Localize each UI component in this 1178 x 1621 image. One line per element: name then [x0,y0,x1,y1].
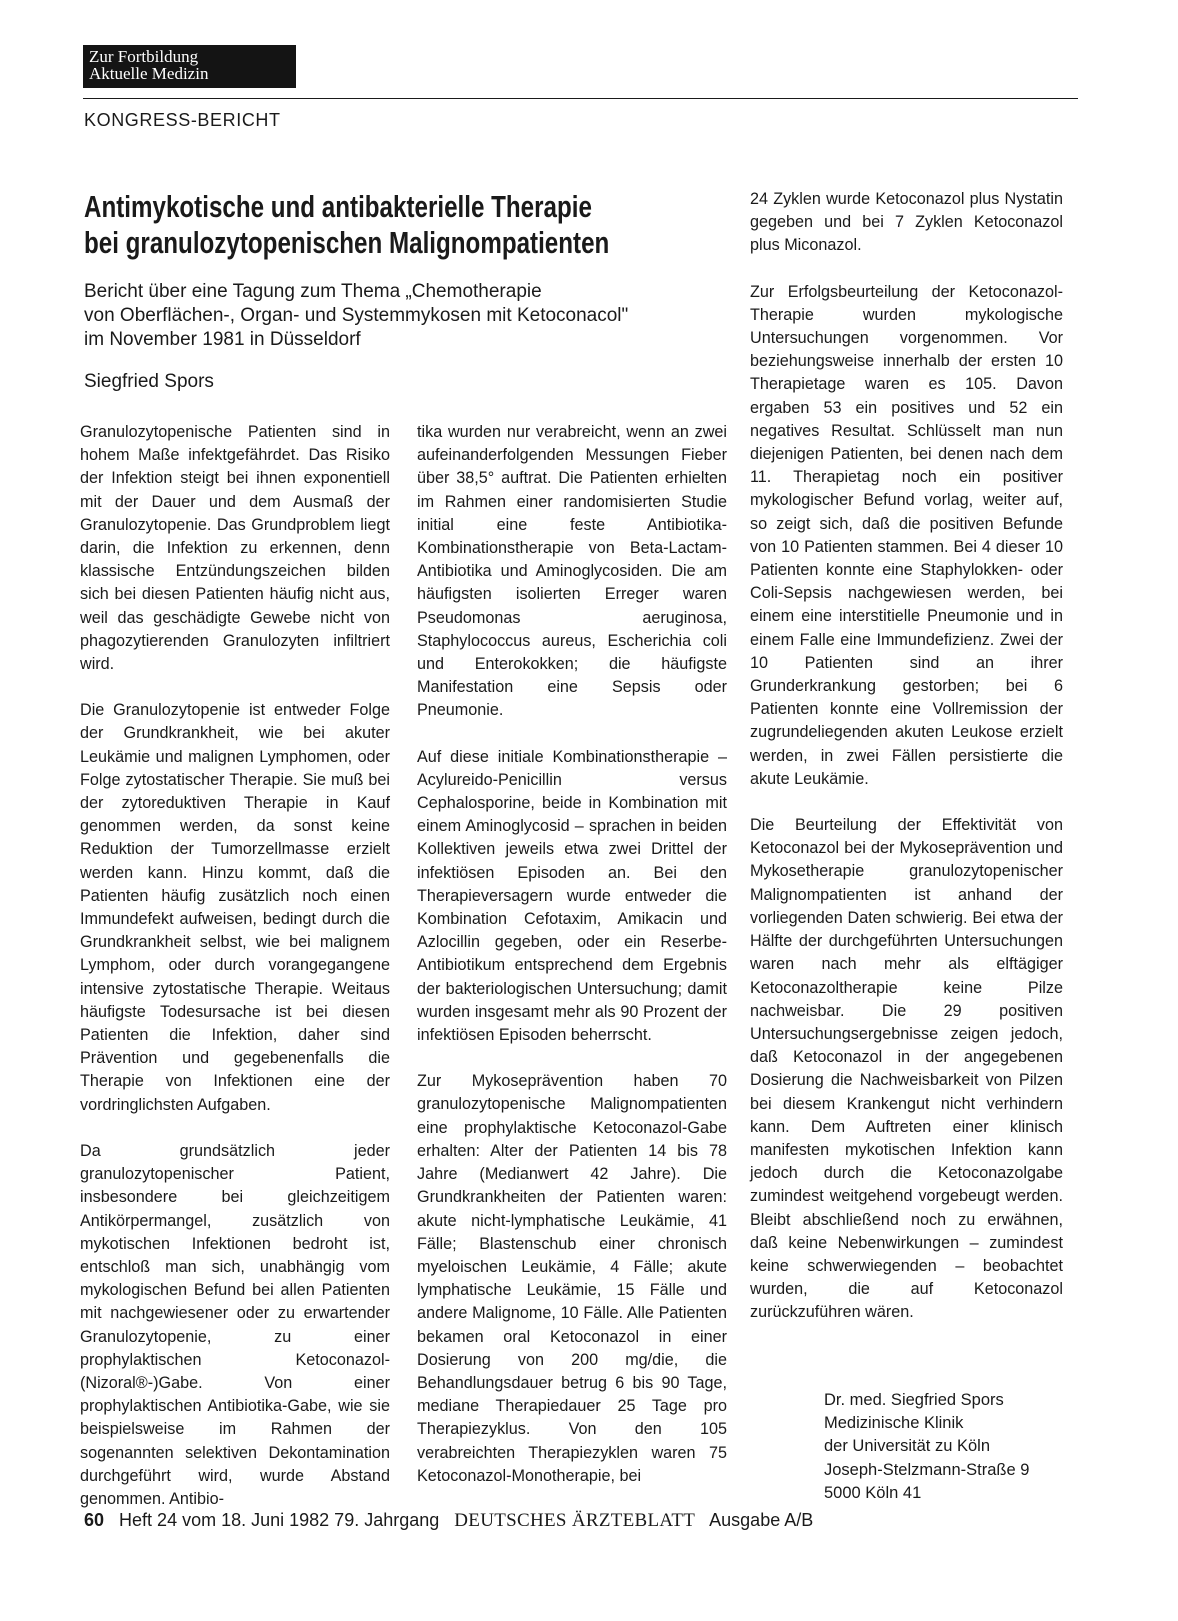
page-number: 60 [84,1510,105,1530]
title-line-1: Antimykotische und antibakterielle Therapie [84,189,592,224]
author-address [824,1389,1029,1505]
header-rule [83,98,1078,99]
text-column-3 [750,188,1063,1348]
edition: Ausgabe A/B [709,1510,814,1530]
paragraph: Da grundsätzlich jeder granulozytopenischer Patient, insbesondere bei gleichzeitigem Antikörpermangel, zusätzlich von mykotischen Infektionen bedroht ist, entschloß man sich, unabhängig vom mykologischen Befund bei allen Patienten mit nachgewiesener oder zu erwartender Granulozytopenie, zu einer prophylaktischen Ketoconazol-(Nizoral®-)Gabe. Von einer prophylaktischen Antibiotika-Gabe, wie sie beispielsweise im Rahmen der sogenannten selektiven Dekontamination durchgeführt wird, wurde Abstand genommen. Antibio- [80,1141,390,1508]
paragraph: Granulozytopenische Patienten sind in hohem Maße infektgefährdet. Das Risiko der Infektion steigt bei ihnen exponentiell mit der Dauer und dem Ausmaß der Granulozytopenie. Das Grundproblem liegt darin, die Infektion zu erkennen, denn klassische Entzündungszeichen bilden sich bei diesen Patienten häufig nicht aus, weil das geschädigte Gewebe nicht von phagozytierenden Granulozyten infiltriert wird. [80,423,390,674]
section-label-box [83,45,296,88]
author-name: Siegfried Spors [84,371,214,392]
address-line: 5000 Köln 41 [824,1483,922,1502]
article-subtitle [84,280,734,352]
publication-name: DEUTSCHES ÄRZTEBLATT [454,1510,696,1531]
paragraph: 24 Zyklen wurde Ketoconazol plus Nystatin gegeben und bei 7 Zyklen Ketoconazol plus Miconazol. [750,190,1063,255]
paragraph: tika wurden nur verabreicht, wenn an zwei aufeinanderfolgenden Messungen Fieber über 38,5° auftrat. Die Patienten erhielten im Rahmen einer randomisierten Studie initial eine feste Antibiotika-Kombinationstherapie von Beta-Lactam-Antibiotika und Aminoglycosiden. Die am häufigsten isolierten Erreger waren Pseudomonas aeruginosa, Staphylococcus aureus, Escherichia coli und Enterokokken; die häufigste Manifestation eine Sepsis oder Pneumonie. [417,423,727,720]
address-line: Medizinische Klinik [824,1414,964,1433]
text-column-2 [417,421,727,1511]
article-title [84,189,744,261]
address-line: der Universität zu Köln [824,1437,990,1456]
paragraph: Auf diese initiale Kombinationstherapie – Acylureido-Penicillin versus Cephalosporine, beide in Kombination mit einem Aminoglycosid – sprachen in beiden Kollektiven jeweils etwa zwei Drittel der infektiösen Episoden an. Bei den Therapieversagern wurde entweder die Kombination Cefotaxim, Amikacin und Azlocillin gegeben, oder ein Reserbe-Antibiotikum entsprechend dem Ergebnis der bakteriologischen Untersuchung; damit wurden insgesamt mehr als 90 Prozent der infektiösen Episoden beherrscht. [417,747,727,1045]
title-line-2: bei granulozytopenischen Malignompatienten [84,225,610,260]
paragraph: Die Beurteilung der Effektivität von Ketoconazol bei der Mykoseprävention und Mykosetherapie granulozytopenischer Malignompatienten ist anhand der vorliegenden Daten schwierig. Bei etwa der Hälfte der durchgeführten Untersuchungen waren nach mehr als elftägiger Ketoconazoltherapie keine Pilze nachweisbar. Die 29 positiven Untersuchungsergebnisse zeigen jedoch, daß Ketoconazol in der angegebenen Dosierung die Nachweisbarkeit von Pilzen bei diesem Krankengut nicht verhindern kann. Dem Auftreten einer klinisch manifesten mykotischen Infektion kann jedoch durch die Ketoconazolgabe zumindest weitgehend vorgebeugt werden. Bleibt abschließend noch zu erwähnen, daß keine Nebenwirkungen – zumindest keine schwerwiegenden – beobachtet wurden, die auf Ketoconazol zurückzuführen wären. [750,816,1063,1322]
address-line: Joseph-Stelzmann-Straße 9 [824,1460,1030,1479]
page-footer [84,1510,813,1532]
issue-info: Heft 24 vom 18. Juni 1982 79. Jahrgang [119,1510,440,1530]
paragraph: Zur Mykoseprävention haben 70 granulozytopenische Malignompatienten eine prophylaktische Ketoconazol-Gabe erhalten: Alter der Patienten 14 bis 78 Jahre (Medianwert 42 Jahre). Die Grundkrankheiten der Patienten waren: akute nicht-lymphatische Leukämie, 41 Fälle; Blastenschub einer chronisch myeloischen Leukämie, 4 Fälle; akute lymphatische Leukämie, 15 Fälle und andere Malignome, 10 Fälle. Alle Patienten bekamen oral Ketoconazol in einer Dosierung von 200 mg/die, die Behandlungsdauer betrug 6 bis 90 Tage, mediane Therapiedauer 25 Tage pro Therapiezyklus. Von den 105 verabreichten Therapiezyklen waren 75 Ketoconazol-Monotherapie, bei [417,1072,727,1485]
paragraph: Die Granulozytopenie ist entweder Folge der Grundkrankheit, wie bei akuter Leukämie und malignen Lymphomen, oder Folge zytostatischer Therapie. Sie muß bei der zytoreduktiven Therapie in Kauf genommen werden, da sonst keine Reduktion der Tumorzellmasse erzielt werden kann. Hinzu kommt, daß die Patienten häufig zusätzlich noch einen Immundefekt aufweisen, bedingt durch die Grundkrankheit selbst, wie bei malignem Lymphom, oder durch vorangegangene intensive zytostatische Therapie. Weitaus häufigste Todesursache ist bei diesen Patienten die Infektion, daher sind Prävention und gegebenenfalls die Therapie von Infektionen eine der vordringlichsten Aufgaben. [80,701,390,1114]
section-label-line1: Zur Fortbildung [89,47,199,66]
text-column-1 [80,421,390,1534]
subtitle-line-3: im November 1981 in Düsseldorf [84,329,361,350]
section-label-line2: Aktuelle Medizin [89,64,209,83]
paragraph: Zur Erfolgsbeurteilung der Ketoconazol-Therapie wurden mykologische Untersuchungen vorgenommen. Vor beziehungsweise innerhalb der ersten 10 Therapietage waren es 105. Davon ergaben 53 ein positives und 52 ein negatives Resultat. Schlüsselt man nun diejenigen Patienten, bei denen nach dem 11. Therapietag noch ein positiver mykologischer Befund vorlag, weiter auf, so zeigt sich, daß die positiven Befunde von 10 Patienten stammen. Bei 4 dieser 10 Patienten konnte eine Staphylokken- oder Coli-Sepsis nachgewiesen werden, bei einem eine interstitielle Pneumonie und in einem Falle eine Immundefizienz. Zwei der 10 Patienten sind an ihrer Grunderkrankung gestorben; bei 6 Patienten konnte eine Vollremission der zugrundeliegenden akuten Leukose erzielt werden, in zwei Fällen persistierte die akute Leukämie. [750,282,1063,788]
address-line: Dr. med. Siegfried Spors [824,1391,1004,1409]
subtitle-line-2: von Oberflächen-, Organ- und Systemmykosen mit Ketoconacol" [84,305,629,326]
subtitle-line-1: Bericht über eine Tagung zum Thema „Chemotherapie [84,281,542,302]
kicker: KONGRESS-BERICHT [84,110,281,130]
